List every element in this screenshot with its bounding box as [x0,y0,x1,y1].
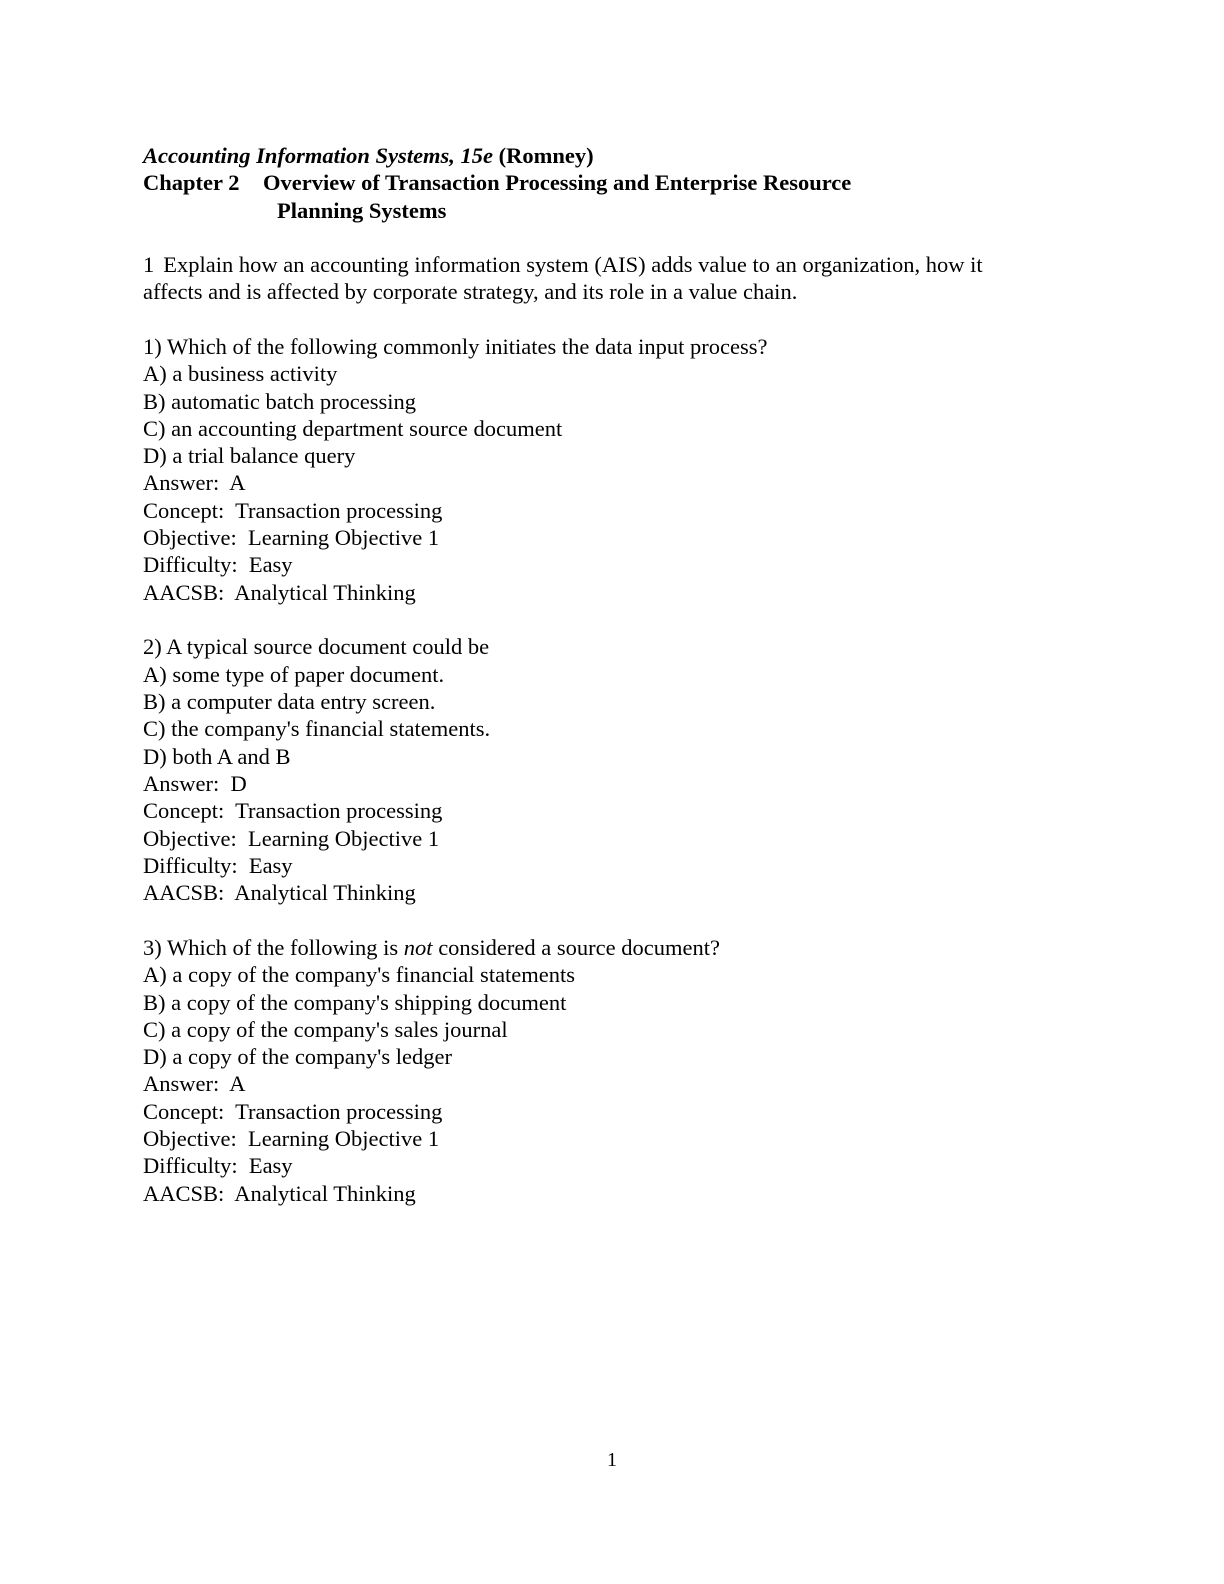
book-author: (Romney) [498,143,594,168]
choice-d: D) a copy of the company's ledger [143,1044,452,1070]
difficulty: Difficulty: Easy [143,552,293,578]
difficulty: Difficulty: Easy [143,1153,293,1179]
aacsb: AACSB: Analytical Thinking [143,880,416,906]
choice-c: C) the company's financial statements. [143,716,491,742]
choice-c: C) a copy of the company's sales journal [143,1016,508,1042]
aacsb: AACSB: Analytical Thinking [143,579,416,605]
question-1 [143,333,1083,606]
answer: Answer: A [143,1071,246,1097]
objective: Objective: Learning Objective 1 [143,825,440,851]
aacsb: AACSB: Analytical Thinking [143,1180,416,1206]
question-prompt-start: 3) Which of the following is [143,934,404,960]
question-prompt: 2) A typical source document could be [143,634,490,660]
choice-b: B) a computer data entry screen. [143,689,436,715]
book-title: Accounting Information Systems, 15e [143,143,494,168]
learning-objective [143,251,1083,306]
question-prompt [143,934,1083,961]
concept: Concept: Transaction processing [143,798,443,824]
choice-c: C) an accounting department source document [143,415,563,441]
answer: Answer: A [143,470,246,496]
choice-d: D) both A and B [143,743,291,769]
choice-b: B) automatic batch processing [143,388,417,414]
learning-objective-line [143,251,1083,278]
choice-a: A) a business activity [143,361,338,387]
learning-objective-text-continued: affects and is affected by corporate strategy, and its role in a value chain. [143,279,798,305]
question-prompt-end: considered a source document? [432,934,720,960]
question-prompt: 1) Which of the following commonly initiates the data input process? [143,333,768,359]
objective: Objective: Learning Objective 1 [143,525,440,551]
difficulty: Difficulty: Easy [143,852,293,878]
learning-objective-text: Explain how an accounting information system (AIS) adds value to an organization, how it [163,251,983,277]
chapter-label: Chapter 2 [143,170,240,196]
chapter-title: Overview of Transaction Processing and Enterprise Resource [263,170,852,196]
chapter-title-continued: Planning Systems [277,197,447,223]
choice-b: B) a copy of the company's shipping document [143,989,567,1015]
question-2 [143,633,1083,906]
concept: Concept: Transaction processing [143,497,443,523]
concept: Concept: Transaction processing [143,1098,443,1124]
book-title-line [143,142,1083,169]
objective: Objective: Learning Objective 1 [143,1126,440,1151]
choice-a: A) a copy of the company's financial statements [143,962,576,988]
choice-d: D) a trial balance query [143,443,356,469]
page-number: 1 [607,1449,617,1471]
question-prompt-emphasis: not [403,934,433,960]
answer: Answer: D [143,770,247,796]
question-3 [143,934,1083,1207]
document-page [143,142,1083,1207]
choice-a: A) some type of paper document. [143,661,445,687]
learning-objective-number: 1 [143,251,155,277]
chapter-heading [143,169,1083,196]
